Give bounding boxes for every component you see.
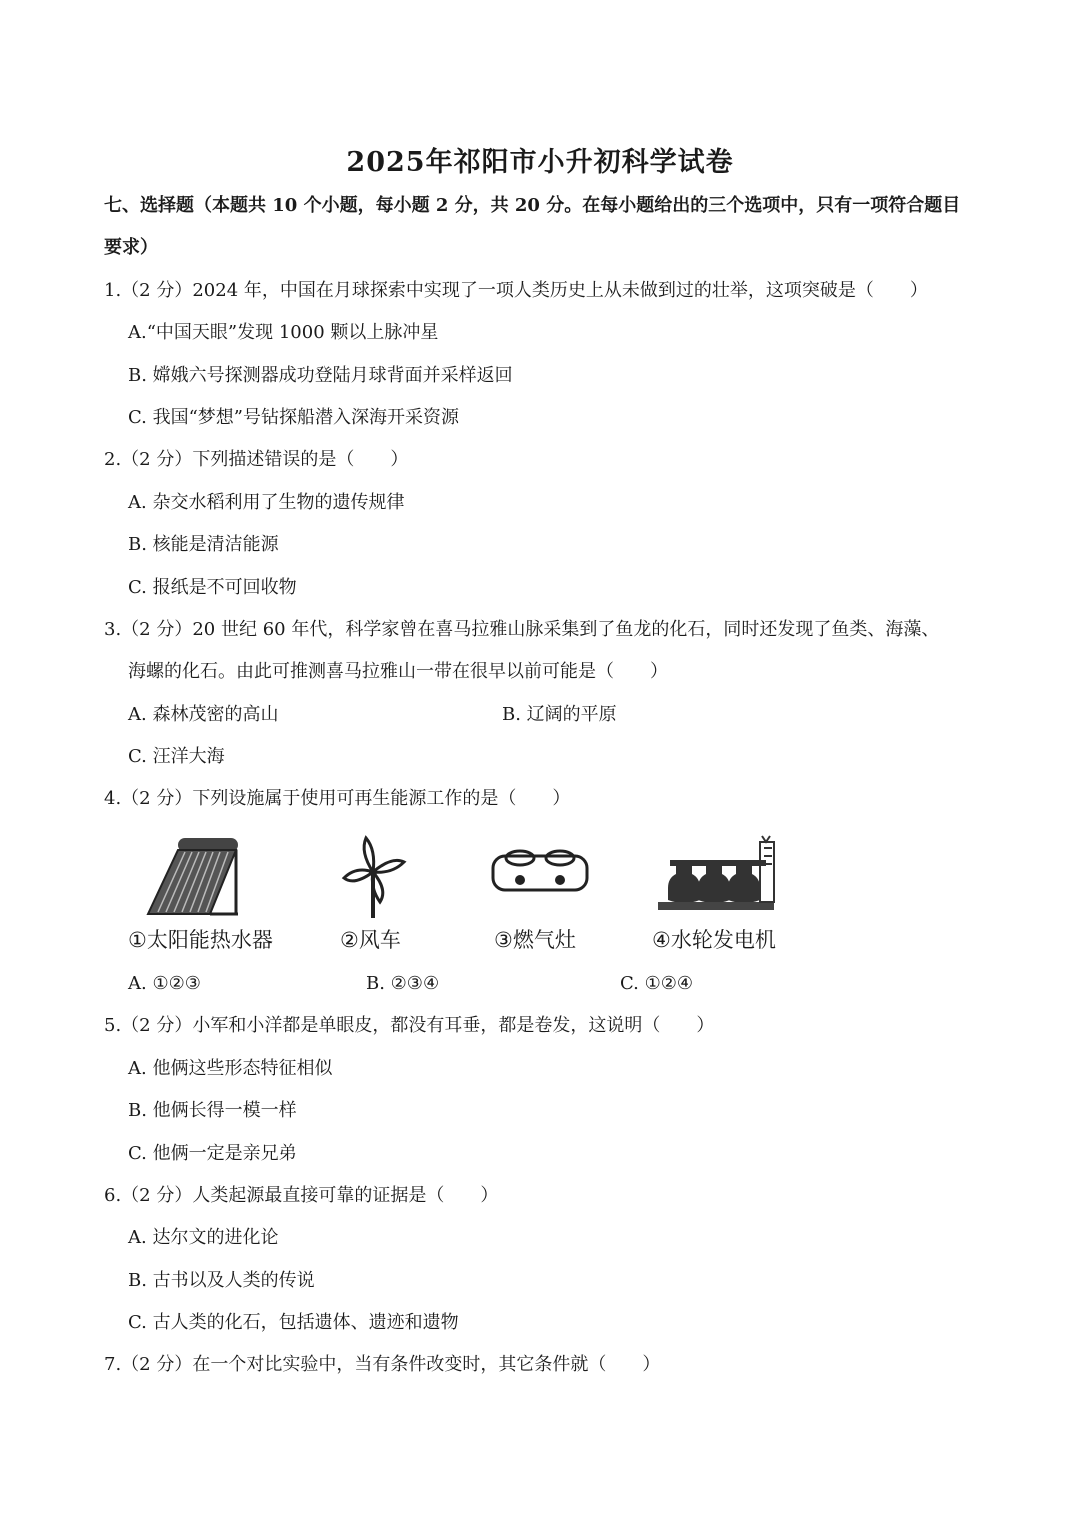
section-heading: 七、选择题（本题共 10 个小题，每小题 2 分，共 20 分。在每小题给出的三个选项中，只有一项符合题目 xyxy=(104,195,961,216)
question-4-stem: 4.（2 分）下列设施属于使用可再生能源工作的是（ ） xyxy=(104,788,571,809)
question-6-option-a: A. 达尔文的进化论 xyxy=(128,1227,279,1248)
question-5-stem: 5.（2 分）小军和小洋都是单眼皮，都没有耳垂，都是卷发，这说明（ ） xyxy=(104,1015,715,1036)
gas-stove-illustration xyxy=(490,832,610,962)
windmill-icon xyxy=(340,832,410,922)
figure-caption-2: ②风车 xyxy=(340,928,401,952)
question-1-option-b: B. 嫦娥六号探测器成功登陆月球背面并采样返回 xyxy=(128,365,513,386)
question-2-option-b: B. 核能是清洁能源 xyxy=(128,534,279,555)
question-1-option-a: A.“中国天眼”发现 1000 颗以上脉冲星 xyxy=(128,322,439,343)
question-4-figure xyxy=(128,832,808,962)
figure-caption-3: ③燃气灶 xyxy=(494,928,576,952)
question-2-option-c: C. 报纸是不可回收物 xyxy=(128,577,297,598)
question-1-stem: 1.（2 分）2024 年，中国在月球探索中实现了一项人类历史上从未做到过的壮举，这项突破是（ ） xyxy=(104,280,928,301)
page-title: 2025年祁阳市小升初科学试卷 xyxy=(346,147,734,178)
question-6-stem: 6.（2 分）人类起源最直接可靠的证据是（ ） xyxy=(104,1185,499,1206)
figure-caption-1: ①太阳能热水器 xyxy=(128,928,273,952)
question-4-option-a: A. ①②③ xyxy=(128,973,201,994)
question-1-option-c: C. 我国“梦想”号钻探船潜入深海开采资源 xyxy=(128,407,459,428)
figure-caption-4: ④水轮发电机 xyxy=(652,928,776,952)
question-5-option-c: C. 他俩一定是亲兄弟 xyxy=(128,1143,297,1164)
solar-water-heater-icon xyxy=(128,832,258,922)
gas-stove-icon xyxy=(490,832,590,922)
hydro-generator-illustration xyxy=(652,832,812,962)
question-6-option-c: C. 古人类的化石，包括遗体、遗迹和遗物 xyxy=(128,1312,459,1333)
solar-water-heater-illustration xyxy=(128,832,298,962)
question-3-option-a: A. 森林茂密的高山 xyxy=(128,704,279,725)
question-5-option-b: B. 他俩长得一模一样 xyxy=(128,1100,297,1121)
windmill-illustration xyxy=(340,832,450,962)
question-4-option-c: C. ①②④ xyxy=(620,973,693,994)
question-3-stem: 3.（2 分）20 世纪 60 年代，科学家曾在喜马拉雅山脉采集到了鱼龙的化石，同时还发现了鱼类、海藻、 xyxy=(104,619,940,640)
question-3-option-b: B. 辽阔的平原 xyxy=(502,704,617,725)
question-3-stem-cont: 海螺的化石。由此可推测喜马拉雅山一带在很早以前可能是（ ） xyxy=(128,661,668,682)
hydro-generator-icon xyxy=(652,832,782,922)
question-2-stem: 2.（2 分）下列描述错误的是（ ） xyxy=(104,449,409,470)
question-3-option-c: C. 汪洋大海 xyxy=(128,746,225,767)
question-7-stem: 7.（2 分）在一个对比实验中，当有条件改变时，其它条件就（ ） xyxy=(104,1354,661,1375)
question-2-option-a: A. 杂交水稻利用了生物的遗传规律 xyxy=(128,492,405,513)
section-heading-cont: 要求） xyxy=(104,237,158,258)
question-6-option-b: B. 古书以及人类的传说 xyxy=(128,1270,315,1291)
question-5-option-a: A. 他俩这些形态特征相似 xyxy=(128,1058,333,1079)
question-4-option-b: B. ②③④ xyxy=(366,973,440,994)
